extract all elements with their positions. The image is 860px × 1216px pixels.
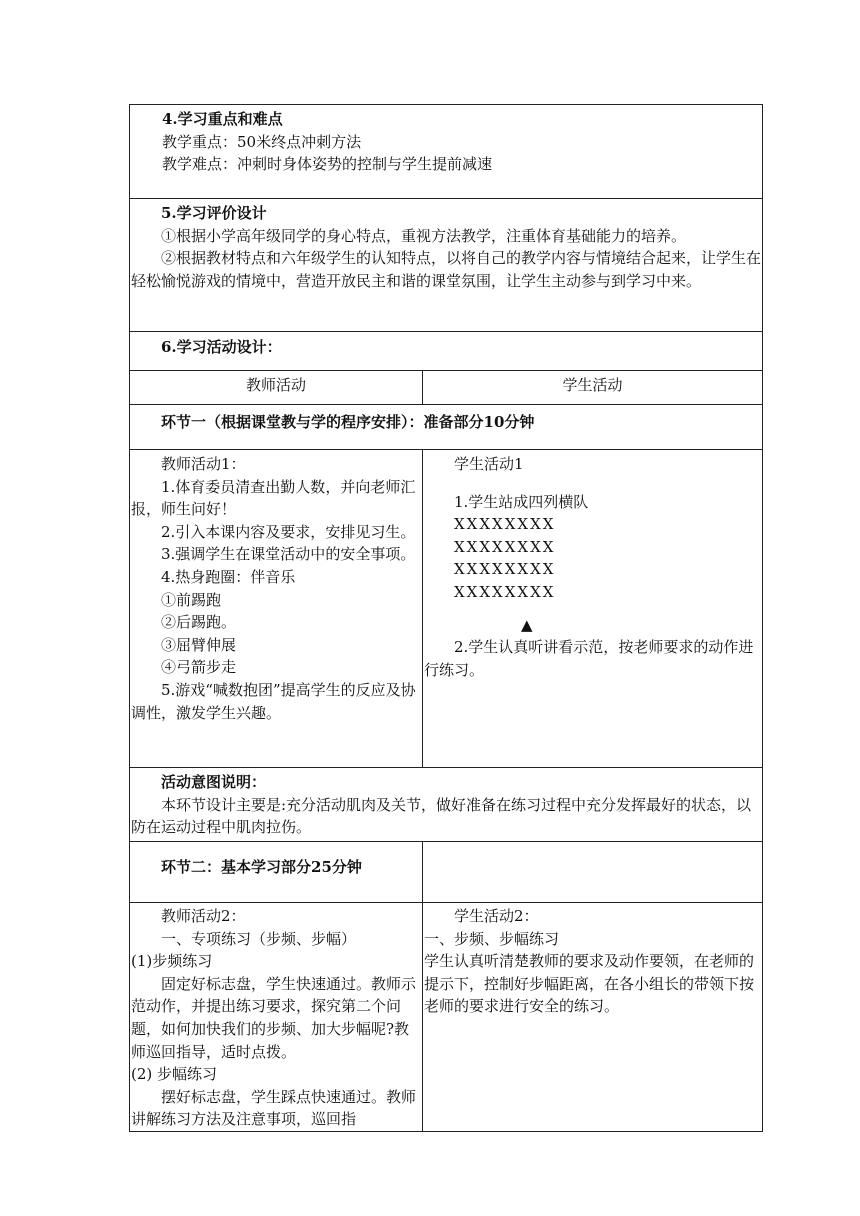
- stage1-teacher-line-6: ①前踢跑: [161, 590, 222, 609]
- section6-row: [130, 332, 763, 371]
- stage2-teacher-item2-text: 摆好标志盘，学生踩点快速通过。教师讲解练习方法及注意事项，巡回指: [131, 1087, 417, 1129]
- stage2-teacher-item2-title: (2) 步幅练习: [131, 1065, 218, 1084]
- stage1-student-item-2: 2.学生认真听讲看示范，按老师要求的动作进行练习。: [424, 638, 754, 679]
- stage2-title-row: [130, 842, 763, 903]
- stage2-student-sub1: 一、步频、步幅练习: [424, 929, 560, 948]
- spacer: [424, 476, 761, 491]
- formation-row-3: XXXXXXXX: [454, 560, 556, 579]
- stage1-teacher-line-4: 3.强调学生在课堂活动中的安全事项。: [161, 545, 416, 564]
- stage1-intent-title: 活动意图说明：: [161, 773, 267, 791]
- stage1-title: 环节一（根据课堂教与学的程序安排）：准备部分10分钟: [161, 413, 535, 431]
- stage1-teacher-line-10: 5.游戏“喊数抱团”提高学生的反应及协调性，激发学生兴趣。: [131, 680, 416, 722]
- section4-title: 4.学习重点和难点: [162, 110, 283, 128]
- formation-row-1: XXXXXXXX: [454, 515, 556, 534]
- section5-row: [130, 199, 763, 332]
- teacher-column-header: 教师活动: [130, 371, 423, 405]
- section6-title: 6.学习活动设计：: [161, 338, 282, 356]
- stage1-intent-text: 本环节设计主要是:充分活动肌肉及关节，做好准备在练习过程中充分发挥最好的状态，以防在运动过程中肌肉拉伤。: [131, 795, 752, 837]
- stage1-title-row: [130, 405, 763, 450]
- student-column-header: 学生活动: [423, 371, 763, 405]
- stage1-teacher-line-3: 2.引入本课内容及要求，安排见习生。: [161, 522, 416, 541]
- stage2-content-row: [130, 903, 763, 1132]
- stage2-teacher-item1-text: 固定好标志盘，学生快速通过。教师示范动作，并提出练习要求，探究第二个问题，如何加快我们的步频、加大步幅呢?教师巡回指导，适时点拨。: [131, 974, 417, 1061]
- stage1-content-row: [130, 450, 763, 768]
- stage1-teacher-cell: [130, 450, 423, 768]
- stage2-teacher-title: 教师活动2：: [161, 907, 246, 925]
- stage1-teacher-line-5: 4.热身跑圈：伴音乐: [161, 567, 296, 586]
- teacher-position-marker: ▲: [521, 615, 533, 634]
- section5-paragraph-1: ①根据小学高年级同学的身心特点，重视方法教学，注重体育基础能力的培养。: [161, 226, 687, 245]
- stage1-intent-row: [130, 768, 763, 842]
- stage2-student-title: 学生活动2：: [454, 907, 539, 925]
- stage2-teacher-item1-title: (1)步频练习: [131, 952, 213, 971]
- stage1-teacher-line-7: ②后踢跑。: [161, 613, 237, 632]
- section4-row: [130, 105, 763, 199]
- stage2-student-cell: [423, 903, 763, 1132]
- column-header-row: [130, 371, 763, 405]
- stage1-student-title: 学生活动1: [454, 455, 524, 473]
- formation-row-4: XXXXXXXX: [454, 582, 556, 601]
- section4-line-1: 教学重点：50米终点冲刺方法: [162, 132, 362, 151]
- section4-line-2: 教学难点：冲刺时身体姿势的控制与学生提前减速: [162, 155, 493, 174]
- stage1-teacher-line-2: 1.体育委员清查出勤人数，并向老师汇报，师生问好！: [131, 477, 416, 519]
- section5-title: 5.学习评价设计: [161, 204, 267, 222]
- stage1-teacher-line-8: ③屈臂伸展: [161, 635, 237, 654]
- section5-paragraph-2: ②根据教材特点和六年级学生的认知特点，以将自己的教学内容与情境结合起来，让学生在轻松愉悦游戏的情境中，营造开放民主和谐的课堂氛围，让学生主动参与到学习中来。: [131, 249, 762, 290]
- stage2-title: 环节二：基本学习部分25分钟: [161, 858, 362, 876]
- stage2-teacher-sub1: 一、专项练习（步频、步幅）: [161, 929, 357, 948]
- stage2-student-text: 学生认真听清楚教师的要求及动作要领，在老师的提示下，控制好步幅距离，在各小组长的带领下按老师的要求进行安全的练习。: [424, 952, 755, 1016]
- stage1-student-cell: [423, 450, 763, 768]
- lesson-plan-table: [129, 104, 763, 1132]
- stage1-student-item-1: 1.学生站成四列横队: [454, 492, 589, 511]
- stage2-teacher-cell: [130, 903, 423, 1132]
- formation-row-2: XXXXXXXX: [454, 537, 556, 556]
- stage1-teacher-line-9: ④弓箭步走: [161, 658, 237, 677]
- stage2-title-empty-cell: [423, 842, 763, 903]
- stage1-teacher-line-1: 教师活动1：: [161, 455, 246, 473]
